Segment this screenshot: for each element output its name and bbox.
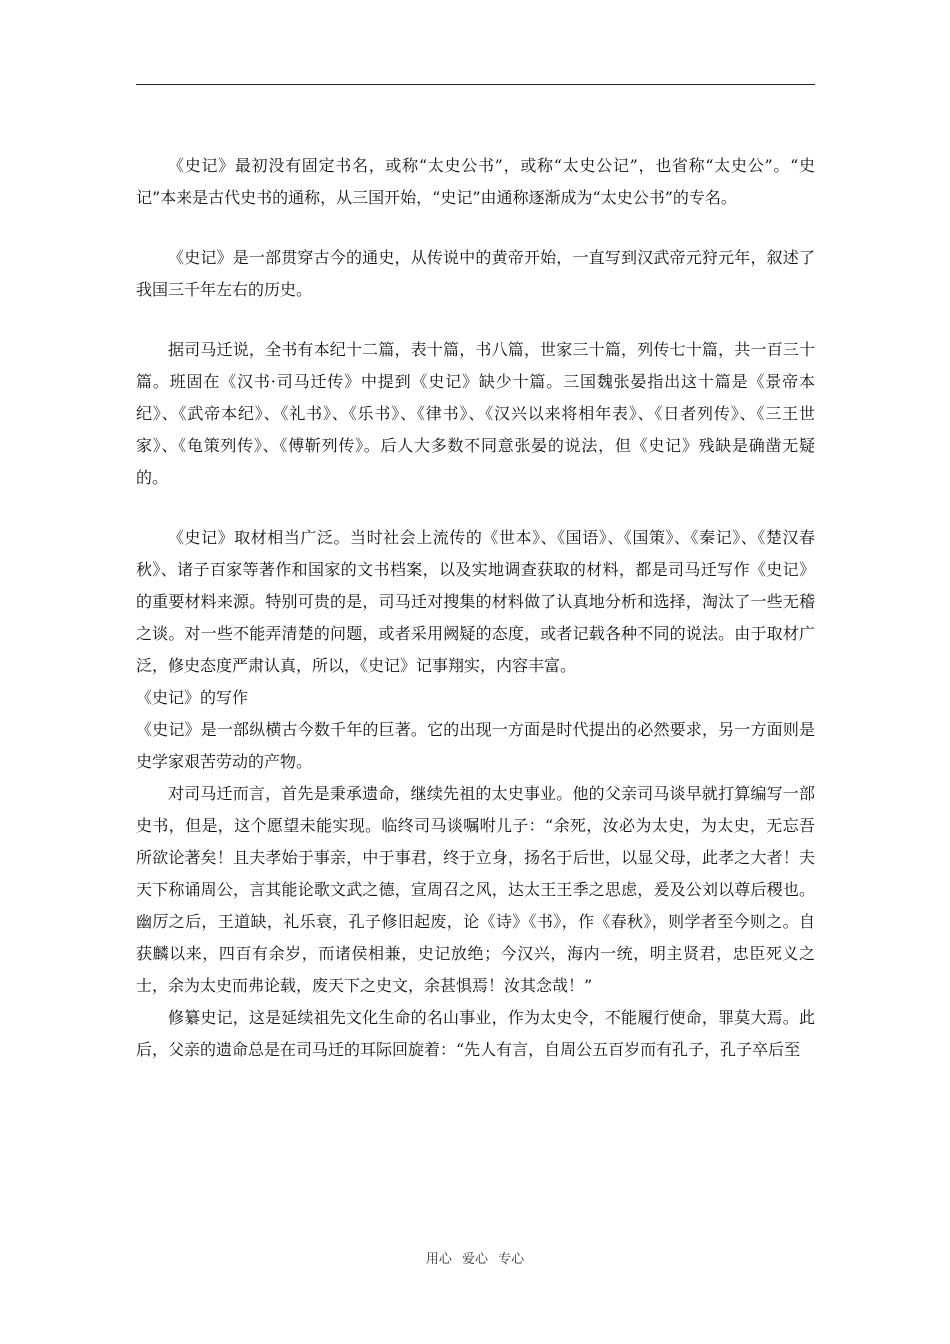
document-body — [136, 150, 815, 1066]
header-rule — [136, 84, 815, 85]
page-footer: 用心 爱心 专心 — [425, 1252, 525, 1267]
paragraph-chapter-structure: 据司马迁说，全书有本纪十二篇，表十篇，书八篇，世家三十篇，列传七十篇，共一百三十篇。班固在《汉书·司马迁传》中提到《史记》缺少十篇。三国魏张晏指出这十篇是《景帝本纪》、《武帝本纪》、《礼书》、《乐书》、《律书》、《汉兴以来将相年表》、《日者列传》、《三王世家》、《龟策列传》、《傅靳列传》。后人大多数不同意张晏的说法，但《史记》残缺是确凿无疑的。 — [136, 340, 815, 487]
paragraph-book-title: 《史记》最初没有固定书名，或称“太史公书”，或称“太史公记”，也省称“太史公”。“史记”本来是古代史书的通称，从三国开始，“史记”由通称逐渐成为“太史公书”的专名。 — [136, 156, 815, 207]
paragraph-fathers-legacy: 对司马迁而言，首先是秉承遗命，继续先祖的太史事业。他的父亲司马谈早就打算编写一部史书，但是，这个愿望未能实现。临终司马谈嘱咐儿子：“余死，汝必为太史，为太史，无忘吾所欲论著矣！且夫孝始于事亲，中于事君，终于立身，扬名于后世，以显父母，此孝之大者！夫天下称诵周公，言其能论歌文武之德，宣周召之风，达太王王季之思虑，爰及公刘以尊后稷也。幽厉之后，王道缺，礼乐衰，孔子修旧起废，论《诗》《书》，作《春秋》，则学者至今则之。自获麟以来，四百有余岁，而诸侯相兼，史记放绝；今汉兴，海内一统，明主贤君，忠臣死义之士，余为太史而弗论载，废天下之史文，余甚惧焉！汝其念哉！” — [136, 784, 815, 995]
section-title: 《史记》的写作 — [136, 688, 249, 707]
paragraph-sources: 《史记》取材相当广泛。当时社会上流传的《世本》、《国语》、《国策》、《秦记》、《楚汉春秋》、诸子百家等著作和国家的文书档案，以及实地调查获取的材料，都是司马迁写作《史记》的重要材料来源。特别可贵的是，司马迁对搜集的材料做了认真地分析和选择，淘汰了一些无稽之谈。对一些不能弄清楚的问题，或者采用阙疑的态度，或者记载各种不同的说法。由于取材广泛，修史态度严肃认真，所以，《史记》记事翔实，内容丰富。 — [136, 528, 815, 675]
paragraph-masterpiece: 《史记》是一部纵横古今数千年的巨著。它的出现一方面是时代提出的必然要求，另一方面则是史学家艰苦劳动的产物。 — [136, 720, 815, 771]
paragraph-compilation: 修纂史记，这是延续祖先文化生命的名山事业，作为太史令，不能履行使命，罪莫大焉。此后，父亲的遗命总是在司马迁的耳际回旋着：“先人有言，自周公五百岁而有孔子，孔子卒后至 — [136, 1008, 815, 1059]
paragraph-general-history: 《史记》是一部贯穿古今的通史，从传说中的黄帝开始，一直写到汉武帝元狩元年，叙述了我国三千年左右的历史。 — [136, 248, 815, 299]
